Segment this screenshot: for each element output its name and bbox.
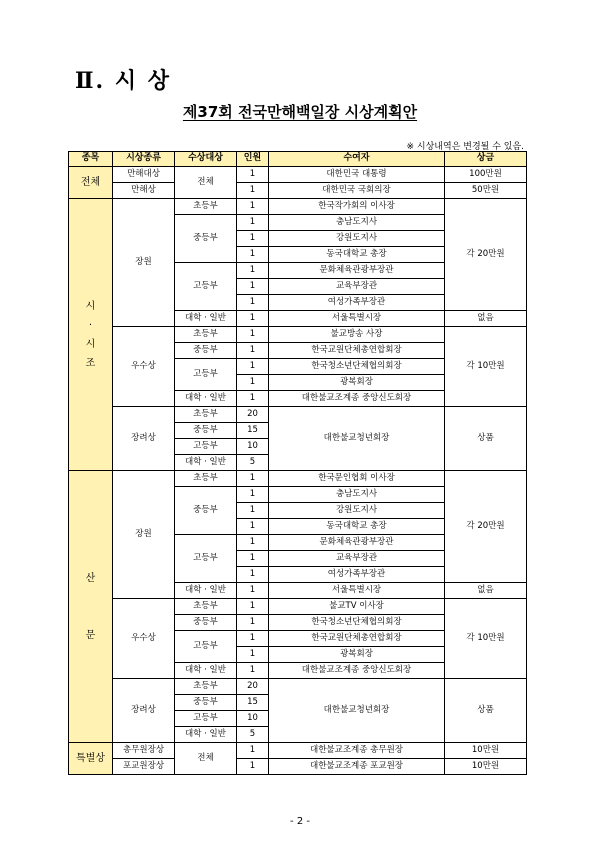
count-cell: 15 bbox=[237, 695, 269, 711]
giver-cell: 문화체육관광부장관 bbox=[269, 263, 445, 279]
count-cell: 1 bbox=[237, 231, 269, 247]
target-cell: 초등부 bbox=[175, 599, 237, 615]
prize-cell: 각 20만원 bbox=[445, 471, 527, 583]
giver-cell: 충남도지사 bbox=[269, 487, 445, 503]
count-cell: 1 bbox=[237, 471, 269, 487]
giver-cell: 서울특별시장 bbox=[269, 311, 445, 327]
prize-cell: 각 10만원 bbox=[445, 327, 527, 407]
count-cell: 1 bbox=[237, 391, 269, 407]
target-cell: 고등부 bbox=[175, 439, 237, 455]
table-row bbox=[69, 167, 527, 183]
giver-cell: 충남도지사 bbox=[269, 215, 445, 231]
target-cell: 중등부 bbox=[175, 615, 237, 631]
target-cell: 초등부 bbox=[175, 471, 237, 487]
count-cell: 1 bbox=[237, 567, 269, 583]
prize-cell: 없음 bbox=[445, 311, 527, 327]
target-cell: 초등부 bbox=[175, 407, 237, 423]
target-cell: 중등부 bbox=[175, 487, 237, 535]
table-row bbox=[69, 679, 527, 695]
count-cell: 20 bbox=[237, 679, 269, 695]
table-row bbox=[69, 599, 527, 615]
prize-cell: 없음 bbox=[445, 583, 527, 599]
prize-cell: 100만원 bbox=[445, 167, 527, 183]
count-cell: 1 bbox=[237, 551, 269, 567]
giver-cell: 교육부장관 bbox=[269, 279, 445, 295]
count-cell: 1 bbox=[237, 487, 269, 503]
giver-cell: 한국문인협회 이사장 bbox=[269, 471, 445, 487]
table-row bbox=[69, 199, 527, 215]
count-cell: 1 bbox=[237, 167, 269, 183]
giver-cell: 대한불교청년회장 bbox=[269, 679, 445, 743]
target-cell: 대학 · 일반 bbox=[175, 455, 237, 471]
header-prize: 상금 bbox=[445, 152, 527, 167]
count-cell: 1 bbox=[237, 519, 269, 535]
document-title: 제37회 전국만해백일장 시상계획안 bbox=[182, 103, 418, 121]
category-special: 특별상 bbox=[69, 743, 113, 775]
prize-cell: 각 20만원 bbox=[445, 199, 527, 311]
count-cell: 1 bbox=[237, 535, 269, 551]
giver-cell: 동국대학교 총장 bbox=[269, 519, 445, 535]
giver-cell: 여성가족부장관 bbox=[269, 295, 445, 311]
target-cell: 고등부 bbox=[175, 263, 237, 311]
target-cell: 전체 bbox=[175, 167, 237, 199]
award-cell: 포교원장상 bbox=[113, 759, 175, 775]
header-award-type: 시상종류 bbox=[113, 152, 175, 167]
award-cell: 우수상 bbox=[113, 599, 175, 679]
target-cell: 대학 · 일반 bbox=[175, 727, 237, 743]
award-plan-table bbox=[68, 151, 527, 775]
count-cell: 1 bbox=[237, 615, 269, 631]
target-cell: 초등부 bbox=[175, 679, 237, 695]
target-cell: 중등부 bbox=[175, 343, 237, 359]
award-cell: 만해상 bbox=[113, 183, 175, 199]
header-count: 인원 bbox=[237, 152, 269, 167]
target-cell: 중등부 bbox=[175, 215, 237, 263]
award-cell: 장원 bbox=[113, 471, 175, 599]
target-cell: 초등부 bbox=[175, 327, 237, 343]
count-cell: 10 bbox=[237, 711, 269, 727]
page-number: - 2 - bbox=[290, 816, 310, 827]
table-header-row bbox=[69, 152, 527, 167]
award-cell: 우수상 bbox=[113, 327, 175, 407]
count-cell: 1 bbox=[237, 263, 269, 279]
count-cell: 1 bbox=[237, 599, 269, 615]
award-cell: 장려상 bbox=[113, 407, 175, 471]
target-cell: 대학 · 일반 bbox=[175, 391, 237, 407]
giver-cell: 대한불교조계종 포교원장 bbox=[269, 759, 445, 775]
count-cell: 1 bbox=[237, 759, 269, 775]
header-target: 수상대상 bbox=[175, 152, 237, 167]
count-cell: 1 bbox=[237, 295, 269, 311]
count-cell: 1 bbox=[237, 583, 269, 599]
category-sanmun: 산 문 bbox=[69, 471, 113, 743]
giver-cell: 한국교원단체총연합회장 bbox=[269, 343, 445, 359]
target-cell: 초등부 bbox=[175, 199, 237, 215]
section-heading: Ⅱ. 시 상 bbox=[75, 68, 172, 94]
header-giver: 수여자 bbox=[269, 152, 445, 167]
giver-cell: 불교TV 이사장 bbox=[269, 599, 445, 615]
category-jeonche: 전체 bbox=[69, 167, 113, 199]
target-cell: 고등부 bbox=[175, 535, 237, 583]
count-cell: 1 bbox=[237, 279, 269, 295]
giver-cell: 광복회장 bbox=[269, 375, 445, 391]
prize-cell: 10만원 bbox=[445, 759, 527, 775]
count-cell: 1 bbox=[237, 743, 269, 759]
change-notice: ※ 시상내역은 변경될 수 있음. bbox=[406, 142, 524, 152]
target-cell: 전체 bbox=[175, 743, 237, 775]
count-cell: 1 bbox=[237, 503, 269, 519]
count-cell: 1 bbox=[237, 327, 269, 343]
count-cell: 1 bbox=[237, 199, 269, 215]
target-cell: 대학 · 일반 bbox=[175, 311, 237, 327]
giver-cell: 한국작가회의 이사장 bbox=[269, 199, 445, 215]
giver-cell: 광복회장 bbox=[269, 647, 445, 663]
count-cell: 1 bbox=[237, 663, 269, 679]
giver-cell: 대한불교조계종 중앙신도회장 bbox=[269, 391, 445, 407]
giver-cell: 대한불교청년회장 bbox=[269, 407, 445, 471]
count-cell: 1 bbox=[237, 375, 269, 391]
giver-cell: 한국교원단체총연합회장 bbox=[269, 631, 445, 647]
giver-cell: 문화체육관광부장관 bbox=[269, 535, 445, 551]
table-row bbox=[69, 183, 527, 199]
giver-cell: 교육부장관 bbox=[269, 551, 445, 567]
count-cell: 10 bbox=[237, 439, 269, 455]
header-category: 종목 bbox=[69, 152, 113, 167]
target-cell: 고등부 bbox=[175, 631, 237, 663]
prize-cell: 각 10만원 bbox=[445, 599, 527, 679]
target-cell: 대학 · 일반 bbox=[175, 583, 237, 599]
giver-cell: 강원도지사 bbox=[269, 231, 445, 247]
giver-cell: 대한불교조계종 중앙신도회장 bbox=[269, 663, 445, 679]
count-cell: 20 bbox=[237, 407, 269, 423]
category-sijo: 시 · 시 조 bbox=[69, 199, 113, 471]
count-cell: 1 bbox=[237, 183, 269, 199]
table-row bbox=[69, 759, 527, 775]
award-cell: 만해대상 bbox=[113, 167, 175, 183]
giver-cell: 서울특별시장 bbox=[269, 583, 445, 599]
table-row bbox=[69, 471, 527, 487]
count-cell: 5 bbox=[237, 727, 269, 743]
award-cell: 장려상 bbox=[113, 679, 175, 743]
count-cell: 15 bbox=[237, 423, 269, 439]
giver-cell: 대한민국 대통령 bbox=[269, 167, 445, 183]
giver-cell: 여성가족부장관 bbox=[269, 567, 445, 583]
giver-cell: 한국청소년단체협의회장 bbox=[269, 615, 445, 631]
giver-cell: 한국청소년단체협의회장 bbox=[269, 359, 445, 375]
target-cell: 중등부 bbox=[175, 423, 237, 439]
count-cell: 1 bbox=[237, 647, 269, 663]
award-cell: 장원 bbox=[113, 199, 175, 327]
count-cell: 1 bbox=[237, 359, 269, 375]
giver-cell: 동국대학교 총장 bbox=[269, 247, 445, 263]
count-cell: 1 bbox=[237, 215, 269, 231]
giver-cell: 강원도지사 bbox=[269, 503, 445, 519]
target-cell: 고등부 bbox=[175, 711, 237, 727]
target-cell: 고등부 bbox=[175, 359, 237, 391]
prize-cell: 상품 bbox=[445, 407, 527, 471]
count-cell: 1 bbox=[237, 631, 269, 647]
giver-cell: 대한민국 국회의장 bbox=[269, 183, 445, 199]
prize-cell: 상품 bbox=[445, 679, 527, 743]
table-row bbox=[69, 743, 527, 759]
giver-cell: 대한불교조계종 총무원장 bbox=[269, 743, 445, 759]
giver-cell: 불교방송 사장 bbox=[269, 327, 445, 343]
count-cell: 1 bbox=[237, 343, 269, 359]
count-cell: 5 bbox=[237, 455, 269, 471]
target-cell: 대학 · 일반 bbox=[175, 663, 237, 679]
count-cell: 1 bbox=[237, 247, 269, 263]
award-cell: 총무원장상 bbox=[113, 743, 175, 759]
count-cell: 1 bbox=[237, 311, 269, 327]
table-row bbox=[69, 407, 527, 423]
prize-cell: 50만원 bbox=[445, 183, 527, 199]
target-cell: 중등부 bbox=[175, 695, 237, 711]
prize-cell: 10만원 bbox=[445, 743, 527, 759]
table-row bbox=[69, 327, 527, 343]
